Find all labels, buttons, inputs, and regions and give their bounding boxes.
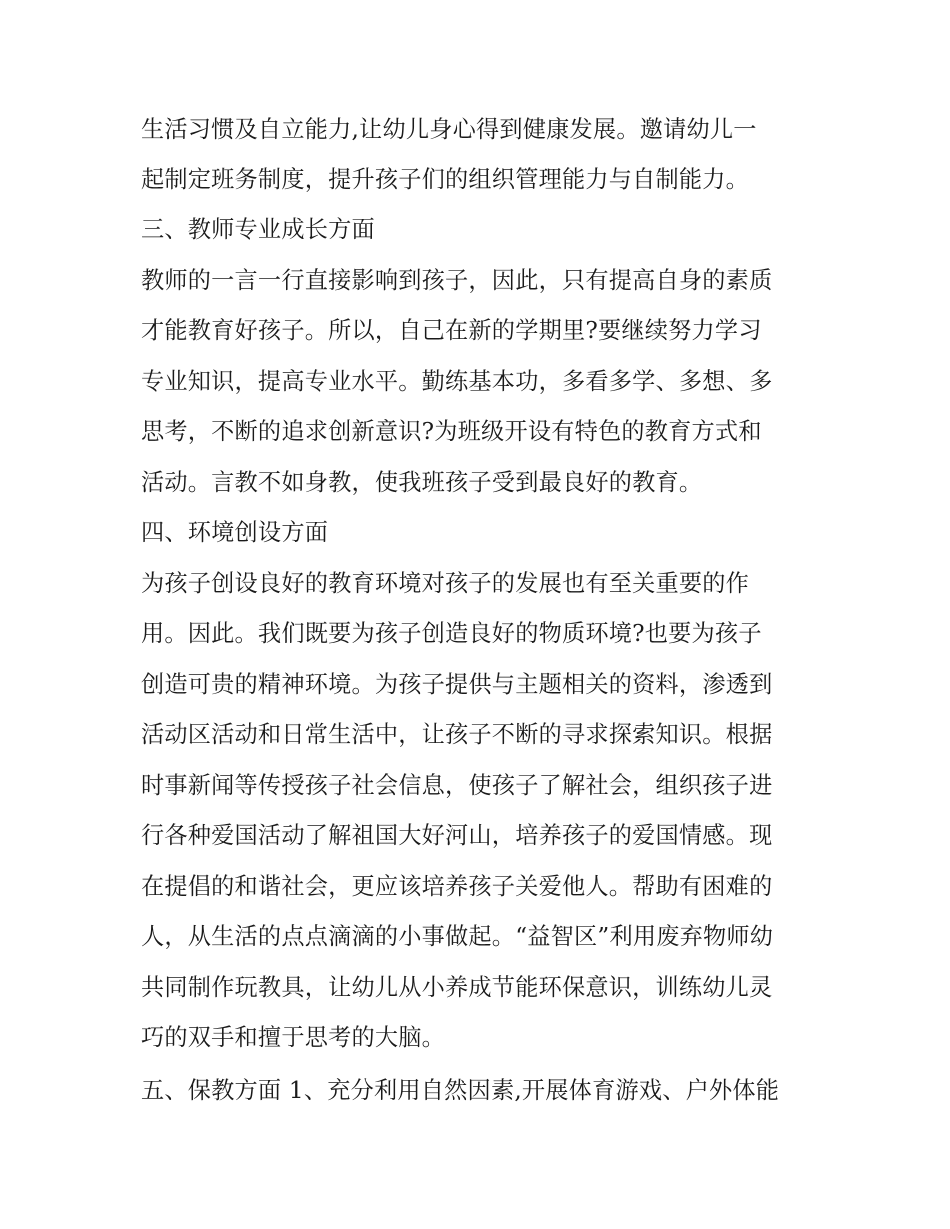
text-line: 活动区活动和日常生活中，让孩子不断的寻求探索知识。根据 xyxy=(141,721,773,748)
text-line: 创造可贵的精神环境。为孩子提供与主题相关的资料，渗透到 xyxy=(141,671,773,698)
text-line: 活动。言教不如身教，使我班孩子受到最良好的教育。 xyxy=(141,469,703,496)
text-line: 专业知识，提高专业水平。勤练基本功，多看多学、多想、多 xyxy=(141,368,773,395)
text-line: 教师的一言一行直接影响到孩子，因此，只有提高自身的素质 xyxy=(141,267,773,294)
text-line: 人，从生活的点点滴滴的小事做起。“益智区”利用废弃物师幼 xyxy=(141,923,774,950)
text-line: 共同制作玩教具，让幼儿从小养成节能环保意识，训练幼儿灵 xyxy=(141,974,773,1001)
text-line: 才能教育好孩子。所以，自己在新的学期里?要继续努力学习 xyxy=(141,317,762,344)
section-heading-environment: 四、环境创设方面 xyxy=(141,519,329,546)
text-line: 行各种爱国活动了解祖国大好河山，培养孩子的爱国情感。现 xyxy=(141,822,773,849)
text-line: 时事新闻等传授孩子社会信息，使孩子了解社会，组织孩子进 xyxy=(141,772,773,799)
section-heading-teacher-growth: 三、教师专业成长方面 xyxy=(141,216,375,243)
text-line: 为孩子创设良好的教育环境对孩子的发展也有至关重要的作 xyxy=(141,570,750,597)
text-line: 用。因此。我们既要为孩子创造良好的物质环境?也要为孩子 xyxy=(141,620,762,647)
text-line: 巧的双手和擅于思考的大脑。 xyxy=(141,1024,446,1051)
text-line: 生活习惯及自立能力,让幼儿身心得到健康发展。邀请幼儿一 xyxy=(141,116,757,143)
text-line: 起制定班务制度，提升孩子们的组织管理能力与自制能力。 xyxy=(141,166,750,193)
text-line: 在提倡的和谐社会，更应该培养孩子关爱他人。帮助有困难的 xyxy=(141,873,773,900)
text-line: 思考，不断的追求创新意识?为班级开设有特色的教育方式和 xyxy=(141,418,762,445)
section-heading-care-education: 五、保教方面 1、充分利用自然因素,开展体育游戏、户外体能 xyxy=(141,1077,780,1104)
